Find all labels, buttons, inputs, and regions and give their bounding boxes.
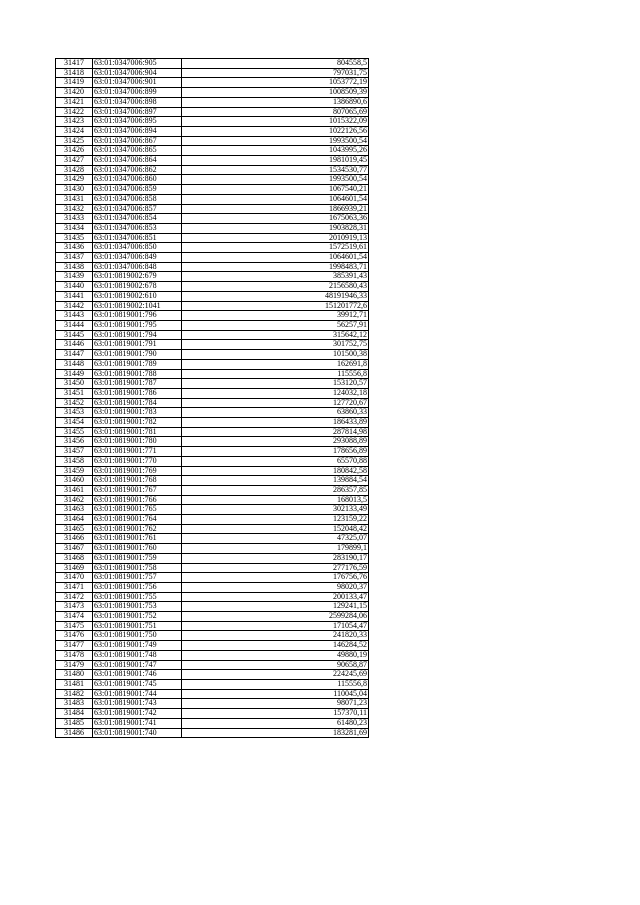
row-number-cell: 31476 [56,631,93,641]
value-cell: 1043995,26 [182,146,369,156]
value-cell: 49880,19 [182,650,369,660]
value-cell: 301752,75 [182,340,369,350]
cadastral-number-cell: 63:01:0819001:749 [93,641,182,651]
value-cell: 1993500,54 [182,175,369,185]
table-row [56,97,369,107]
row-number-cell: 31454 [56,418,93,428]
value-cell: 1866939,21 [182,204,369,214]
table-row [56,68,369,78]
row-number-cell: 31429 [56,175,93,185]
cadastral-number-cell: 63:01:0819001:780 [93,437,182,447]
value-cell: 1572519,61 [182,243,369,253]
cadastral-number-cell: 63:01:0819001:795 [93,320,182,330]
cadastral-number-cell: 63:01:0819001:765 [93,505,182,515]
cadastral-number-cell: 63:01:0819002:610 [93,291,182,301]
row-number-cell: 31482 [56,689,93,699]
value-cell: 241820,33 [182,631,369,641]
value-cell: 287814,98 [182,427,369,437]
table-row [56,320,369,330]
table-row [56,476,369,486]
row-number-cell: 31457 [56,447,93,457]
value-cell: 171054,47 [182,621,369,631]
cadastral-number-cell: 63:01:0347006:848 [93,262,182,272]
value-cell: 39912,71 [182,311,369,321]
value-cell: 804558,5 [182,59,369,69]
row-number-cell: 31479 [56,660,93,670]
value-cell: 90658,87 [182,660,369,670]
value-cell: 277176,59 [182,563,369,573]
value-cell: 302133,49 [182,505,369,515]
table-row [56,350,369,360]
table-row [56,388,369,398]
value-cell: 56257,91 [182,320,369,330]
value-cell: 139884,54 [182,476,369,486]
cadastral-number-cell: 63:01:0819002:1041 [93,301,182,311]
value-cell: 183281,69 [182,728,369,738]
table-row [56,136,369,146]
table-row [56,612,369,622]
row-number-cell: 31435 [56,233,93,243]
table-row [56,126,369,136]
table-row [56,359,369,369]
table-row [56,466,369,476]
table-row [56,340,369,350]
row-number-cell: 31462 [56,495,93,505]
value-cell: 110045,04 [182,689,369,699]
cadastral-number-cell: 63:01:0819001:757 [93,573,182,583]
cadastral-number-cell: 63:01:0347006:849 [93,253,182,263]
table-row [56,544,369,554]
cadastral-number-cell: 63:01:0347006:905 [93,59,182,69]
row-number-cell: 31422 [56,107,93,117]
value-cell: 1067540,21 [182,185,369,195]
value-cell: 807065,69 [182,107,369,117]
table-row [56,107,369,117]
value-cell: 2156580,43 [182,282,369,292]
table-row [56,243,369,253]
table-row [56,175,369,185]
row-number-cell: 31428 [56,165,93,175]
row-number-cell: 31473 [56,602,93,612]
cadastral-number-cell: 63:01:0819001:767 [93,485,182,495]
cadastral-number-cell: 63:01:0347006:854 [93,214,182,224]
cadastral-number-cell: 63:01:0819001:747 [93,660,182,670]
row-number-cell: 31478 [56,650,93,660]
row-number-cell: 31459 [56,466,93,476]
table-row [56,553,369,563]
row-number-cell: 31431 [56,194,93,204]
row-number-cell: 31480 [56,670,93,680]
cadastral-number-cell: 63:01:0819001:770 [93,456,182,466]
row-number-cell: 31430 [56,185,93,195]
table-row [56,515,369,525]
value-cell: 48191946,33 [182,291,369,301]
cadastral-number-cell: 63:01:0819001:796 [93,311,182,321]
table-row [56,78,369,88]
value-cell: 293088,89 [182,437,369,447]
row-number-cell: 31443 [56,311,93,321]
cadastral-number-cell: 63:01:0819001:791 [93,340,182,350]
row-number-cell: 31421 [56,97,93,107]
table-row [56,194,369,204]
cadastral-number-cell: 63:01:0819001:762 [93,524,182,534]
table-row [56,641,369,651]
cadastral-number-cell: 63:01:0819001:768 [93,476,182,486]
value-cell: 98071,23 [182,699,369,709]
table-row [56,699,369,709]
cadastral-number-cell: 63:01:0819001:759 [93,553,182,563]
value-cell: 1981019,45 [182,156,369,166]
table-row [56,301,369,311]
row-number-cell: 31436 [56,243,93,253]
row-number-cell: 31432 [56,204,93,214]
row-number-cell: 31419 [56,78,93,88]
cadastral-number-cell: 63:01:0819001:788 [93,369,182,379]
row-number-cell: 31477 [56,641,93,651]
row-number-cell: 31460 [56,476,93,486]
table-row [56,311,369,321]
table-row [56,718,369,728]
cadastral-number-cell: 63:01:0819001:742 [93,709,182,719]
cadastral-number-cell: 63:01:0819001:746 [93,670,182,680]
value-cell: 1022126,56 [182,126,369,136]
row-number-cell: 31423 [56,117,93,127]
cadastral-number-cell: 63:01:0819001:764 [93,515,182,525]
cadastral-number-cell: 63:01:0819001:786 [93,388,182,398]
table-row [56,427,369,437]
row-number-cell: 31418 [56,68,93,78]
table-row [56,582,369,592]
cadastral-number-cell: 63:01:0347006:864 [93,156,182,166]
cadastral-number-cell: 63:01:0819001:755 [93,592,182,602]
table-row [56,369,369,379]
cadastral-number-cell: 63:01:0347006:894 [93,126,182,136]
table-row [56,592,369,602]
row-number-cell: 31427 [56,156,93,166]
value-cell: 153120,57 [182,379,369,389]
value-cell: 286357,85 [182,485,369,495]
table-row [56,204,369,214]
value-cell: 1675063,36 [182,214,369,224]
value-cell: 283190,17 [182,553,369,563]
row-number-cell: 31440 [56,282,93,292]
row-number-cell: 31452 [56,398,93,408]
value-cell: 162691,8 [182,359,369,369]
table-row [56,233,369,243]
value-cell: 151201772,6 [182,301,369,311]
table-row [56,534,369,544]
cadastral-number-cell: 63:01:0819001:744 [93,689,182,699]
cadastral-number-cell: 63:01:0819001:784 [93,398,182,408]
value-cell: 65570,88 [182,456,369,466]
cadastral-number-cell: 63:01:0347006:857 [93,204,182,214]
table-row [56,418,369,428]
value-cell: 186433,89 [182,418,369,428]
row-number-cell: 31438 [56,262,93,272]
row-number-cell: 31463 [56,505,93,515]
value-cell: 129241,15 [182,602,369,612]
table-row [56,146,369,156]
data-table [55,58,369,738]
table-row [56,88,369,98]
table-row [56,156,369,166]
value-cell: 47325,07 [182,534,369,544]
value-cell: 157370,11 [182,709,369,719]
row-number-cell: 31461 [56,485,93,495]
value-cell: 315642,12 [182,330,369,340]
table-row [56,447,369,457]
value-cell: 180842,58 [182,466,369,476]
value-cell: 1534530,77 [182,165,369,175]
row-number-cell: 31472 [56,592,93,602]
value-cell: 1064601,54 [182,253,369,263]
value-cell: 385391,43 [182,272,369,282]
table-row [56,282,369,292]
row-number-cell: 31467 [56,544,93,554]
table-row [56,223,369,233]
cadastral-number-cell: 63:01:0347006:865 [93,146,182,156]
cadastral-number-cell: 63:01:0819001:787 [93,379,182,389]
value-cell: 2010919,13 [182,233,369,243]
table-row [56,680,369,690]
cadastral-number-cell: 63:01:0347006:898 [93,97,182,107]
row-number-cell: 31444 [56,320,93,330]
row-number-cell: 31481 [56,680,93,690]
cadastral-number-cell: 63:01:0819002:678 [93,282,182,292]
row-number-cell: 31466 [56,534,93,544]
cadastral-number-cell: 63:01:0347006:859 [93,185,182,195]
value-cell: 1998483,71 [182,262,369,272]
table-row [56,621,369,631]
row-number-cell: 31448 [56,359,93,369]
cadastral-number-cell: 63:01:0819001:760 [93,544,182,554]
cadastral-number-cell: 63:01:0819002:679 [93,272,182,282]
table-row [56,728,369,738]
value-cell: 224245,69 [182,670,369,680]
value-cell: 1053772,19 [182,78,369,88]
cadastral-number-cell: 63:01:0819001:783 [93,408,182,418]
cadastral-number-cell: 63:01:0819001:794 [93,330,182,340]
cadastral-number-cell: 63:01:0819001:741 [93,718,182,728]
table-row [56,253,369,263]
cadastral-number-cell: 63:01:0347006:897 [93,107,182,117]
cadastral-number-cell: 63:01:0819001:748 [93,650,182,660]
cadastral-number-cell: 63:01:0819001:758 [93,563,182,573]
row-number-cell: 31484 [56,709,93,719]
table-row [56,456,369,466]
row-number-cell: 31447 [56,350,93,360]
table-row [56,291,369,301]
table-row [56,398,369,408]
cadastral-number-cell: 63:01:0819001:740 [93,728,182,738]
table-row [56,631,369,641]
row-number-cell: 31420 [56,88,93,98]
cadastral-number-cell: 63:01:0819001:745 [93,680,182,690]
row-number-cell: 31475 [56,621,93,631]
table-row [56,670,369,680]
value-cell: 178656,89 [182,447,369,457]
table-row [56,59,369,69]
table-row [56,408,369,418]
table-row [56,563,369,573]
row-number-cell: 31469 [56,563,93,573]
table-row [56,495,369,505]
cadastral-number-cell: 63:01:0819001:751 [93,621,182,631]
value-cell: 168013,5 [182,495,369,505]
row-number-cell: 31465 [56,524,93,534]
cadastral-number-cell: 63:01:0819001:756 [93,582,182,592]
value-cell: 115556,8 [182,369,369,379]
table-row [56,214,369,224]
cadastral-number-cell: 63:01:0819001:781 [93,427,182,437]
table-row [56,709,369,719]
table-row [56,117,369,127]
cadastral-number-cell: 63:01:0819001:771 [93,447,182,457]
table-row [56,505,369,515]
value-cell: 1008509,39 [182,88,369,98]
table-row [56,689,369,699]
row-number-cell: 31486 [56,728,93,738]
table-row [56,524,369,534]
cadastral-number-cell: 63:01:0819001:766 [93,495,182,505]
value-cell: 98020,37 [182,582,369,592]
cadastral-number-cell: 63:01:0347006:851 [93,233,182,243]
value-cell: 797031,75 [182,68,369,78]
table-row [56,165,369,175]
row-number-cell: 31458 [56,456,93,466]
value-cell: 124032,18 [182,388,369,398]
row-number-cell: 31442 [56,301,93,311]
row-number-cell: 31437 [56,253,93,263]
value-cell: 1903828,31 [182,223,369,233]
table-row [56,602,369,612]
row-number-cell: 31483 [56,699,93,709]
row-number-cell: 31426 [56,146,93,156]
value-cell: 1386890,6 [182,97,369,107]
value-cell: 63860,33 [182,408,369,418]
cadastral-number-cell: 63:01:0347006:862 [93,165,182,175]
cadastral-number-cell: 63:01:0347006:895 [93,117,182,127]
row-number-cell: 31455 [56,427,93,437]
value-cell: 176756,76 [182,573,369,583]
table-row [56,262,369,272]
value-cell: 1993500,54 [182,136,369,146]
cadastral-number-cell: 63:01:0347006:858 [93,194,182,204]
value-cell: 123159,22 [182,515,369,525]
row-number-cell: 31453 [56,408,93,418]
value-cell: 61480,23 [182,718,369,728]
value-cell: 2599284,06 [182,612,369,622]
row-number-cell: 31449 [56,369,93,379]
value-cell: 200133,47 [182,592,369,602]
row-number-cell: 31470 [56,573,93,583]
value-cell: 1015322,09 [182,117,369,127]
table-row [56,485,369,495]
row-number-cell: 31425 [56,136,93,146]
cadastral-number-cell: 63:01:0347006:860 [93,175,182,185]
table-row [56,660,369,670]
row-number-cell: 31445 [56,330,93,340]
value-cell: 115556,8 [182,680,369,690]
row-number-cell: 31474 [56,612,93,622]
table-body [56,59,369,738]
cadastral-number-cell: 63:01:0347006:899 [93,88,182,98]
table-row [56,573,369,583]
cadastral-number-cell: 63:01:0819001:782 [93,418,182,428]
value-cell: 1064601,54 [182,194,369,204]
cadastral-number-cell: 63:01:0819001:743 [93,699,182,709]
table-row [56,650,369,660]
row-number-cell: 31439 [56,272,93,282]
row-number-cell: 31456 [56,437,93,447]
row-number-cell: 31433 [56,214,93,224]
value-cell: 179899,1 [182,544,369,554]
row-number-cell: 31451 [56,388,93,398]
row-number-cell: 31446 [56,340,93,350]
row-number-cell: 31485 [56,718,93,728]
cadastral-number-cell: 63:01:0819001:753 [93,602,182,612]
cadastral-number-cell: 63:01:0347006:853 [93,223,182,233]
cadastral-number-cell: 63:01:0819001:789 [93,359,182,369]
table-row [56,379,369,389]
row-number-cell: 31424 [56,126,93,136]
cadastral-number-cell: 63:01:0347006:850 [93,243,182,253]
cadastral-number-cell: 63:01:0347006:867 [93,136,182,146]
value-cell: 146284,52 [182,641,369,651]
table-row [56,272,369,282]
value-cell: 127720,67 [182,398,369,408]
row-number-cell: 31434 [56,223,93,233]
cadastral-number-cell: 63:01:0819001:750 [93,631,182,641]
row-number-cell: 31441 [56,291,93,301]
value-cell: 101500,38 [182,350,369,360]
cadastral-number-cell: 63:01:0819001:752 [93,612,182,622]
cadastral-number-cell: 63:01:0347006:904 [93,68,182,78]
cadastral-number-cell: 63:01:0819001:769 [93,466,182,476]
cadastral-number-cell: 63:01:0819001:761 [93,534,182,544]
table-row [56,185,369,195]
row-number-cell: 31471 [56,582,93,592]
row-number-cell: 31464 [56,515,93,525]
value-cell: 152048,42 [182,524,369,534]
cadastral-number-cell: 63:01:0347006:901 [93,78,182,88]
table-row [56,330,369,340]
row-number-cell: 31468 [56,553,93,563]
row-number-cell: 31450 [56,379,93,389]
row-number-cell: 31417 [56,59,93,69]
cadastral-number-cell: 63:01:0819001:790 [93,350,182,360]
table-row [56,437,369,447]
